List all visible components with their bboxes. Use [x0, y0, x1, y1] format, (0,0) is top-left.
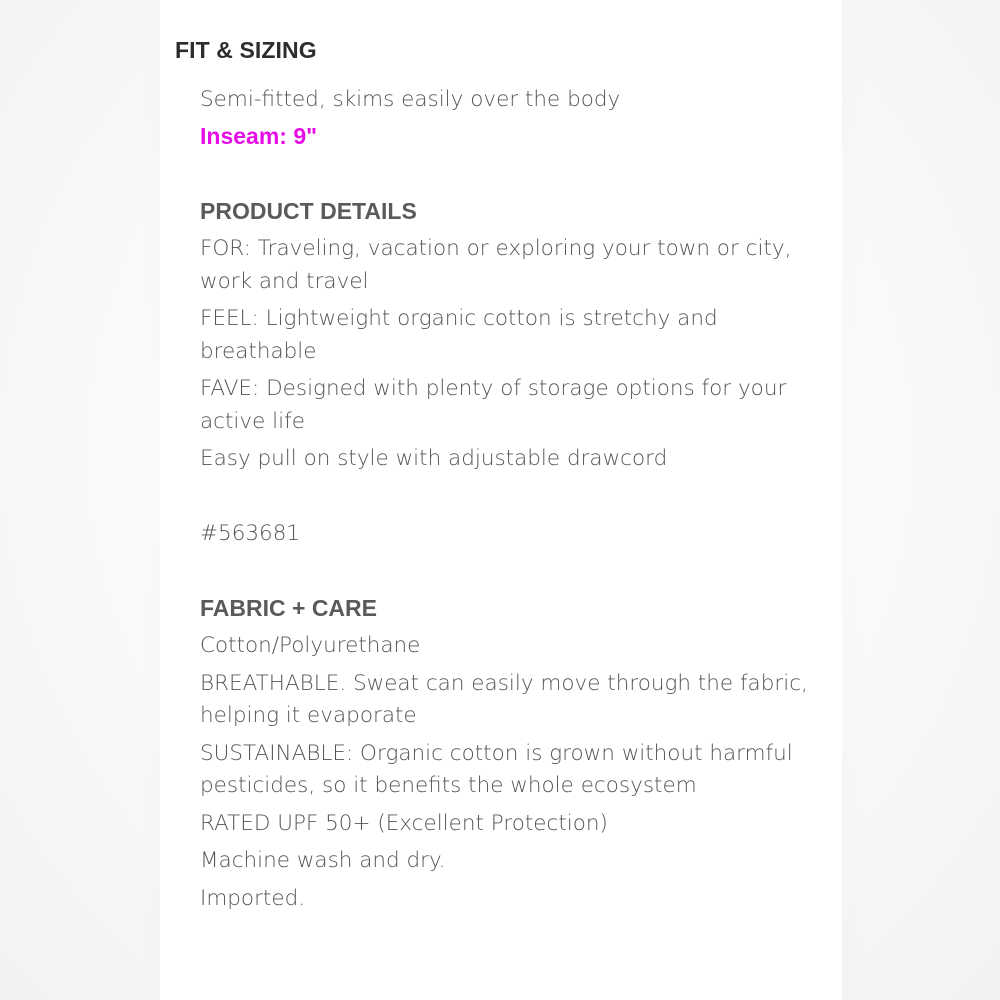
product-description: [200, 84, 840, 920]
inseam-label: Inseam: 9": [200, 122, 318, 149]
fabric-sustainable: SUSTAINABLE: Organic cotton is grown without harmful pesticides, so it benefits the whole ecosystem: [200, 740, 793, 798]
detail-feel: FEEL: Lightweight organic cotton is stretchy and breathable: [200, 306, 718, 364]
care-imported: Imported.: [200, 885, 306, 911]
fabric-composition: Cotton/Polyurethane: [200, 633, 421, 658]
fabric-breathable: BREATHABLE. Sweat can easily move through the fabric, helping it evaporate: [200, 670, 808, 728]
detail-style: Easy pull on style with adjustable drawcord: [200, 446, 668, 471]
care-wash: Machine wash and dry.: [200, 848, 446, 873]
fabric-care-heading: FABRIC + CARE: [200, 595, 377, 621]
spacer: [200, 550, 840, 592]
detail-for: FOR: Traveling, vacation or exploring your town or city, work and travel: [200, 236, 792, 294]
sku-number: #563681: [200, 520, 301, 546]
product-details-heading: PRODUCT DETAILS: [200, 198, 417, 224]
fit-description: Semi-fitted, skims easily over the body: [200, 87, 621, 112]
fabric-upf: RATED UPF 50+ (Excellent Protection): [200, 810, 608, 836]
fit-sizing-heading: FIT & SIZING: [175, 37, 317, 63]
spacer: [200, 152, 840, 195]
detail-fave: FAVE: Designed with plenty of storage options for your active life: [200, 376, 787, 434]
spacer: [200, 481, 840, 518]
